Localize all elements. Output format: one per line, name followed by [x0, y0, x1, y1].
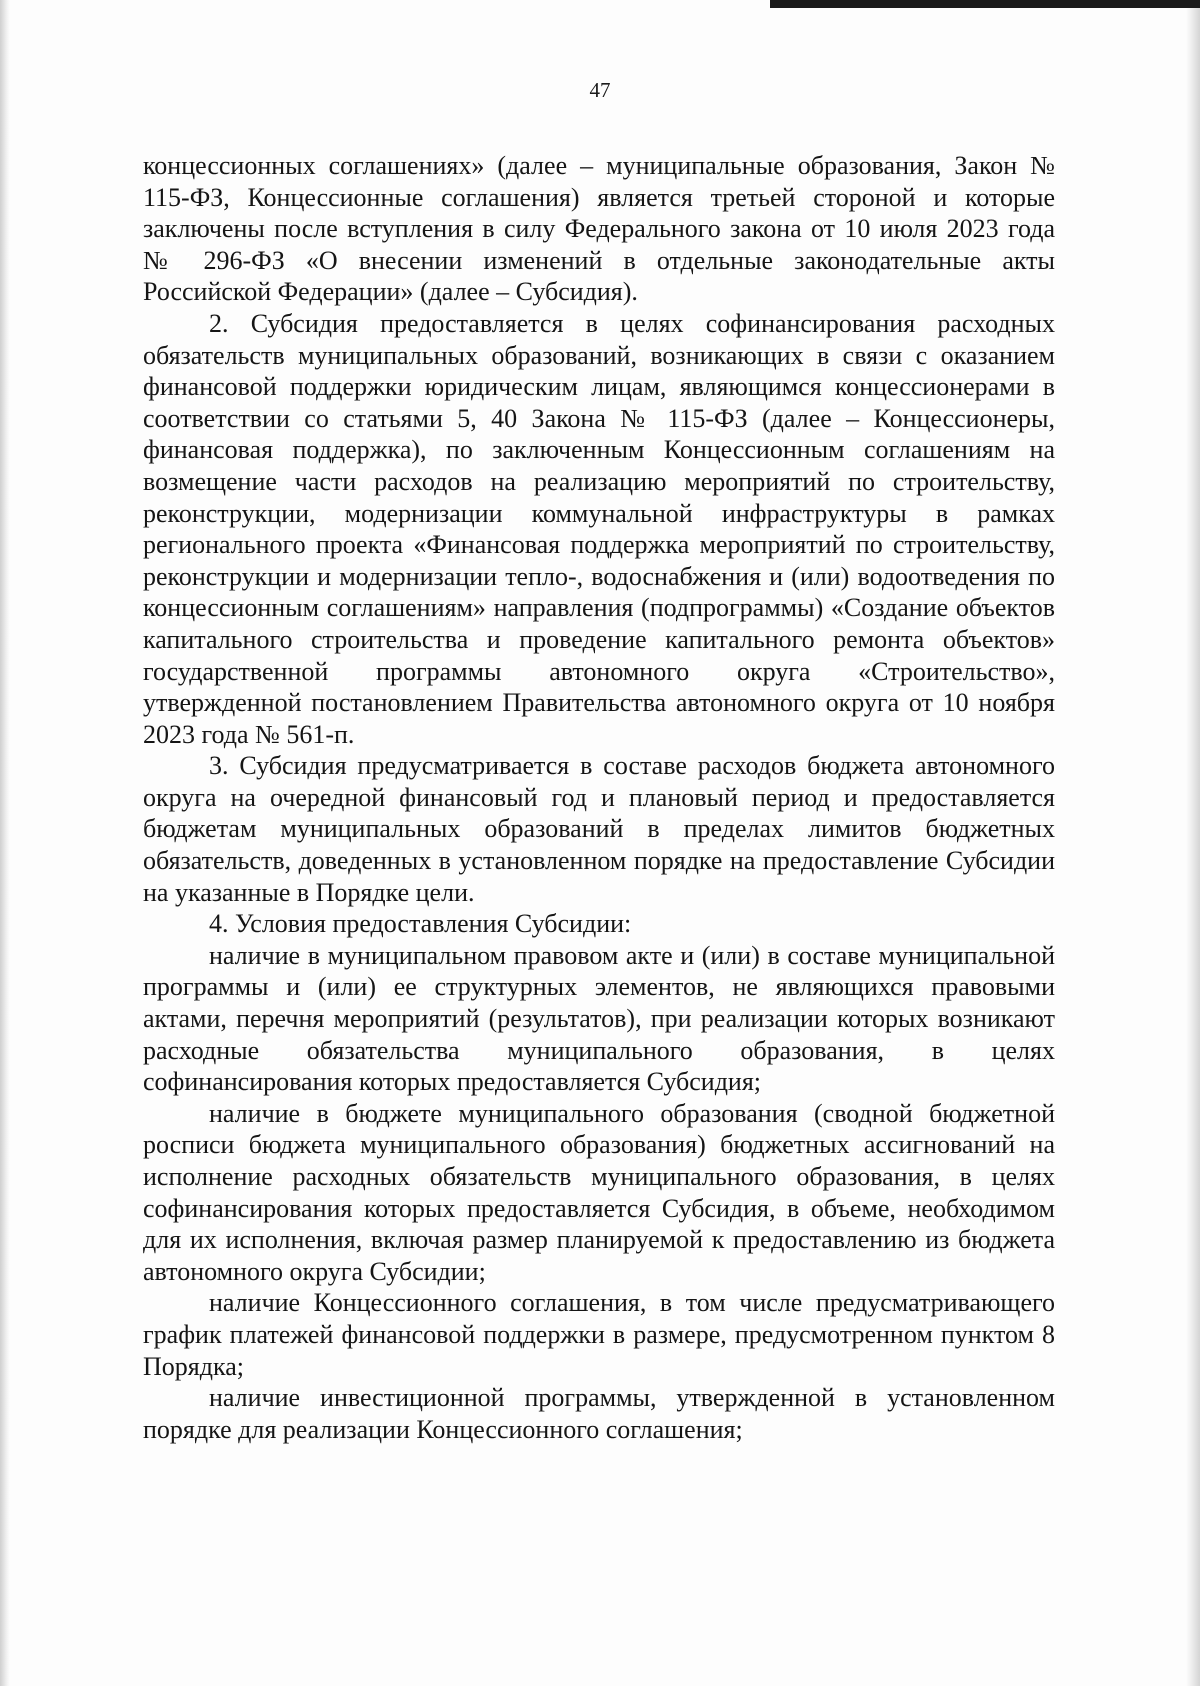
page-number: 47 [589, 78, 611, 102]
scan-left-edge [0, 0, 10, 1686]
condition-municipal-act: наличие в муниципальном правовом акте и (или) в составе муниципальной программы и (или) ее структурных элементов, не являющихся правовыми актами, перечня мероприятий (результатов), при реализации которых возникают расходные обязательства муниципального образования, в целях софинансирования которых предоставляется Субсидия; [143, 940, 1055, 1097]
paragraph-continuation: концессионных соглашениях» (далее – муниципальные образования, Закон № 115-ФЗ, Концессионные соглашения) является третьей стороной и которые заключены после вступления в силу Федерального закона от 10 июля 2023 года № 296-ФЗ «О внесении изменений в отдельные законодательные акты Российской Федерации» (далее – Субсидия). [143, 151, 1055, 307]
scan-right-edge [1186, 0, 1200, 1686]
paragraph-item-4-heading: 4. Условия предоставления Субсидии: [209, 909, 632, 939]
condition-budget-allocations: наличие в бюджете муниципального образования (сводной бюджетной росписи бюджета муниципального образования) бюджетных ассигнований на исполнение расходных обязательств муниципального образования, в целях софинансирования которых предоставляется Субсидия, в объеме, необходимом для их исполнения, включая размер планируемой к предоставлению из бюджета автономного округа Субсидии; [143, 1098, 1055, 1286]
paragraph-item-3: 3. Субсидия предусматривается в составе расходов бюджета автономного округа на очередной финансовый год и плановый период и предоставляется бюджетам муниципальных образований в пределах лимитов бюджетных обязательств, доведенных в установленном порядке на предоставление Субсидии на указанные в Порядке цели. [143, 751, 1055, 907]
document-body [143, 150, 1055, 1445]
paragraph-item-2: 2. Субсидия предоставляется в целях софинансирования расходных обязательств муниципальных образований, возникающих в связи с оказанием финансовой поддержки юридическим лицам, являющимся концессионерами в соответствии со статьями 5, 40 Закона № 115-ФЗ (далее – Концессионеры, финансовая поддержка), по заключенным Концессионным соглашениям на возмещение части расходов на реализацию мероприятий по строительству, реконструкции, модернизации коммунальной инфраструктуры в рамках регионального проекта «Финансовая поддержка мероприятий по строительству, реконструкции и модернизации тепло-, водоснабжения и (или) водоотведения по концессионным соглашениям» направления (подпрограммы) «Создание объектов капитального строительства и проведение капитального ремонта объектов» государственной программы автономного округа «Строительство», утвержденной постановлением Правительства автономного округа от 10 ноября 2023 года № 561-п. [143, 308, 1055, 749]
condition-concession-agreement: наличие Концессионного соглашения, в том числе предусматривающего график платежей финансовой поддержки в размере, предусмотренном пунктом 8 Порядка; [143, 1288, 1055, 1381]
scan-top-bar [770, 0, 1200, 8]
condition-investment-program: наличие инвестиционной программы, утвержденной в установленном порядке для реализации Концессионного соглашения; [143, 1383, 1055, 1444]
